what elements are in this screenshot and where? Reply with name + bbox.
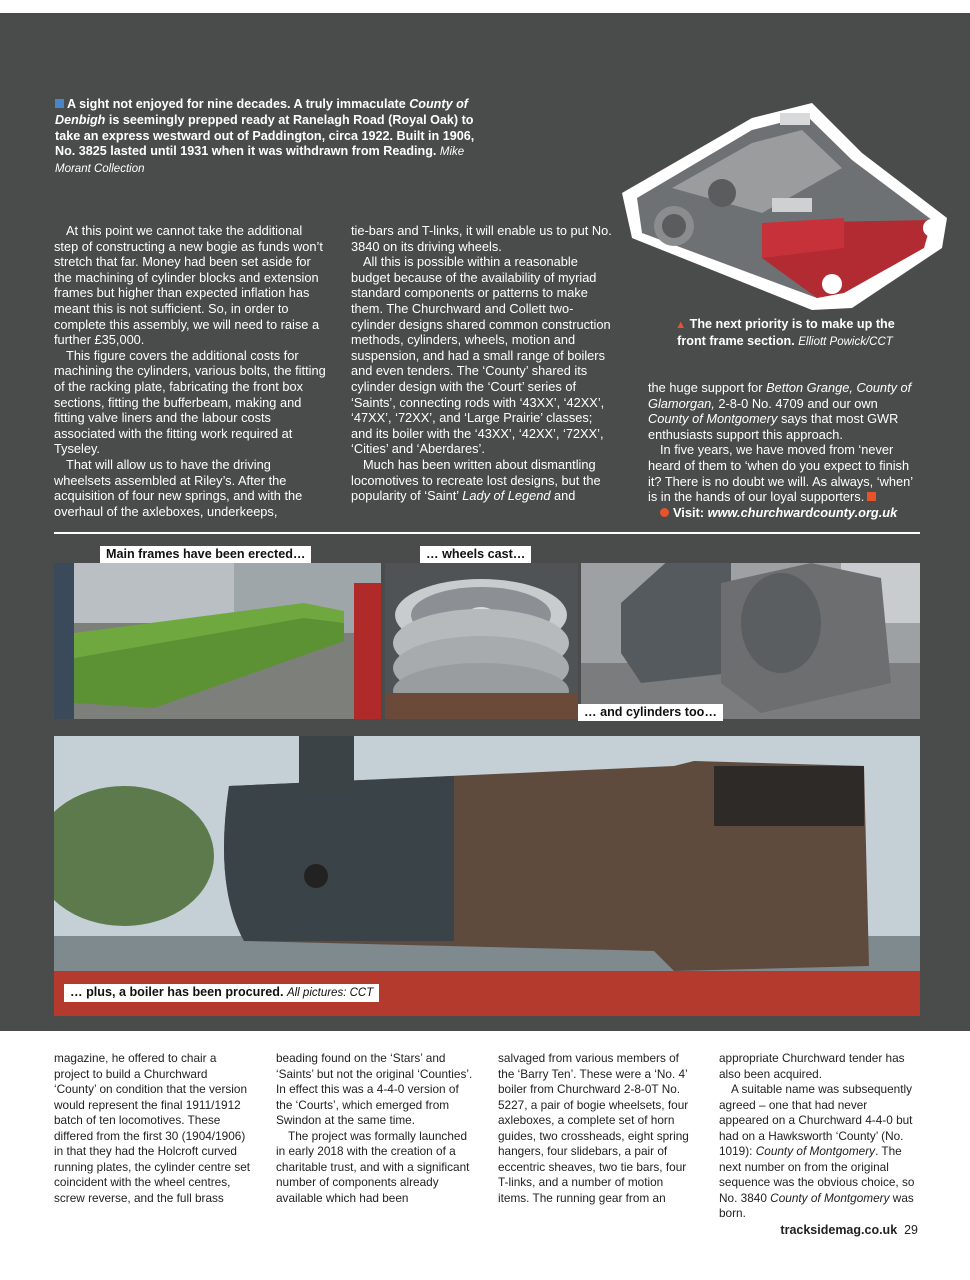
wheels-label: … wheels cast…: [420, 546, 531, 563]
caption-loco-name: County of Denbigh: [55, 97, 468, 127]
col2-paragraph-3b: and: [550, 488, 576, 504]
visit-url-link[interactable]: www.churchwardcounty.org.uk: [707, 504, 898, 520]
caption-text-a: A sight not enjoyed for nine decades. A truly immaculate: [67, 97, 406, 111]
frame-caption-credit: Elliott Powick/CCT: [798, 335, 893, 348]
visit-label: Visit:: [673, 504, 708, 520]
triangle-up-icon: ▲: [675, 319, 687, 331]
article-column-3: [648, 380, 920, 520]
bottom-col2-paragraph-2: The project was formally launched in early 2018 with the creation of a charitable trust, and with a significant number of components already available which had been: [276, 1128, 470, 1205]
col2-loco-name: Lady of Legend: [462, 488, 551, 504]
bottom-col4-loco-name-1: County of Montgomery: [755, 1144, 876, 1158]
col1-paragraph-2: This figure covers the additional costs for machining the cylinders, various bolts, the fitting of the racking plate, fabricating the front box sections, fitting the bufferbeam, making and fitting valve liners and the labour costs associated with the fitting work required at Tyseley.: [54, 347, 326, 457]
col3-text-c: says that most GWR enthusiasts support this approach.: [648, 411, 899, 442]
bottom-col2-paragraph-1: beading found on the ‘Stars’ and ‘Saints’ but not the original ‘Counties’. In effect this was a 4-4-0 version of the ‘Courts’, which emerged from Swindon at the same time.: [276, 1051, 473, 1127]
frame-caption: [660, 317, 910, 350]
caption-text-b: is seemingly prepped ready at Ranelagh Road (Royal Oak) to take an express westward out of Paddington, circa 1922. Built in 1906, No. 3825 lasted until 1931 when it was withdrawn from Reading.: [55, 112, 475, 159]
boiler-label: [64, 984, 379, 1002]
bottom-col4-text-c: was born.: [719, 1190, 914, 1220]
article-column-2: [351, 223, 617, 504]
front-frame-image: [612, 98, 957, 313]
bottom-col1-text: magazine, he offered to chair a project to build a Churchward ‘County’ on condition that the version would represent the final 1911/1912 batch of ten locomotives. These differed from the first 30 (1904/1906) in that they had the Holcroft curved running plates, the cylinder centre set coincident with the wheel centres, screw reverse, and the full brass: [54, 1051, 251, 1205]
bottom-col4-loco-name-2: County of Montgomery: [770, 1190, 890, 1205]
bottom-col4-text-b: . The next number on from the original sequence was the obvious choice, so No. 3840: [719, 1144, 915, 1205]
cylinders-photo: [581, 563, 920, 719]
frames-photo: [54, 563, 381, 719]
col3-paragraph-2: In five years, we have moved from ‘never heard of them to ‘when do you expect to finish it? There is no doubt we will. As always, ‘when’ is in the hands of our loyal supporters.: [648, 442, 913, 505]
frame-caption-text: The next priority is to make up the front frame section.: [677, 317, 895, 348]
article-column-1: [54, 223, 328, 519]
end-mark-icon: [867, 492, 876, 501]
bottom-column-4: [719, 1051, 917, 1222]
col2-paragraph-1: tie-bars and T-links, it will enable us to put No. 3840 on its driving wheels.: [351, 223, 612, 254]
frames-label: Main frames have been erected…: [100, 546, 311, 563]
bottom-col4-paragraph-1: appropriate Churchward tender has also been acquired.: [719, 1051, 905, 1081]
boiler-photo: [54, 736, 920, 1016]
col2-paragraph-2: All this is possible within a reasonable budget because of the availability of myriad standard components or patterns to make them. The Churchward and Collett two-cylinder designs shared common construction methods, cylinders, wheels, motion and suspension, and had a small range of boilers and even tenders. The ‘County’ shared its cylinder design with the ‘Court’ series of ‘Saints’, connecting rods with ‘43XX’, ‘42XX’, ‘47XX’, ‘72XX’, and ‘Large Prairie’ classes; and its boiler with the ‘43XX’, ‘42XX’, ‘72XX’, ‘Cities’ and ‘Aberdares’.: [351, 254, 611, 457]
bottom-col3-text: salvaged from various members of the ‘Barry Ten’. These were a ‘No. 4’ boiler from Churchward 2-8-0T No. 5227, a pair of bogie wheelsets, four axleboxes, a complete set of horn guides, two crossheads, eight spring hangers, four slidebars, a pair of eccentric sheaves, two tie bars, four T-links, and a number of motion items. The running gear from an: [498, 1051, 689, 1205]
col1-paragraph-3: That will allow us to have the driving wheelsets assembled at Riley’s. After the acquisition of four new springs, and with the overhaul of the axleboxes, underkeeps,: [54, 456, 303, 519]
col3-loco-names: Betton Grange, County of Glamorgan,: [648, 380, 912, 411]
col3-text-b: 2-8-0 No. 4709 and our own: [714, 395, 878, 411]
bottom-column-3: [498, 1051, 696, 1206]
bullet-dot-icon: [660, 508, 669, 517]
bottom-col4-text-a: A suitable name was subsequently agreed – one that had never appeared on a Churchward 4-4-0 but had on a Hawksworth ‘County’ (No. 1019):: [719, 1082, 913, 1158]
col3-text-a: the huge support for: [648, 380, 767, 395]
boiler-label-credit: All pictures: CCT: [286, 987, 374, 999]
col1-paragraph-1: At this point we cannot take the additional step of constructing a new bogie as funds won’t stretch that far. Money had been set aside for the machining of cylinder blocks and extension frames but higher than expected inflation has meant this is not sufficient. So, in order to complete this assembly, we will need to raise a further £35,000.: [54, 223, 323, 348]
boiler-label-text: … plus, a boiler has been procured.: [70, 985, 284, 999]
caption-bullet-icon: [55, 99, 64, 108]
footer-site-link[interactable]: tracksidemag.co.uk: [780, 1223, 898, 1237]
section-divider: [54, 532, 920, 534]
page-number: 29: [904, 1223, 918, 1237]
bottom-column-2: [276, 1051, 474, 1206]
page-footer: [780, 1223, 918, 1237]
caption-credit: Mike Morant Collection: [55, 146, 465, 176]
col3-loco-name: County of Montgomery: [648, 411, 778, 427]
cylinders-label: … and cylinders too…: [578, 704, 723, 721]
col2-paragraph-3a: Much has been written about dismantling locomotives to recreate lost designs, but the popularity of ‘Saint’: [351, 456, 601, 504]
top-photo-caption: [55, 97, 475, 178]
wheels-photo: [385, 563, 578, 719]
bottom-column-1: [54, 1051, 252, 1206]
